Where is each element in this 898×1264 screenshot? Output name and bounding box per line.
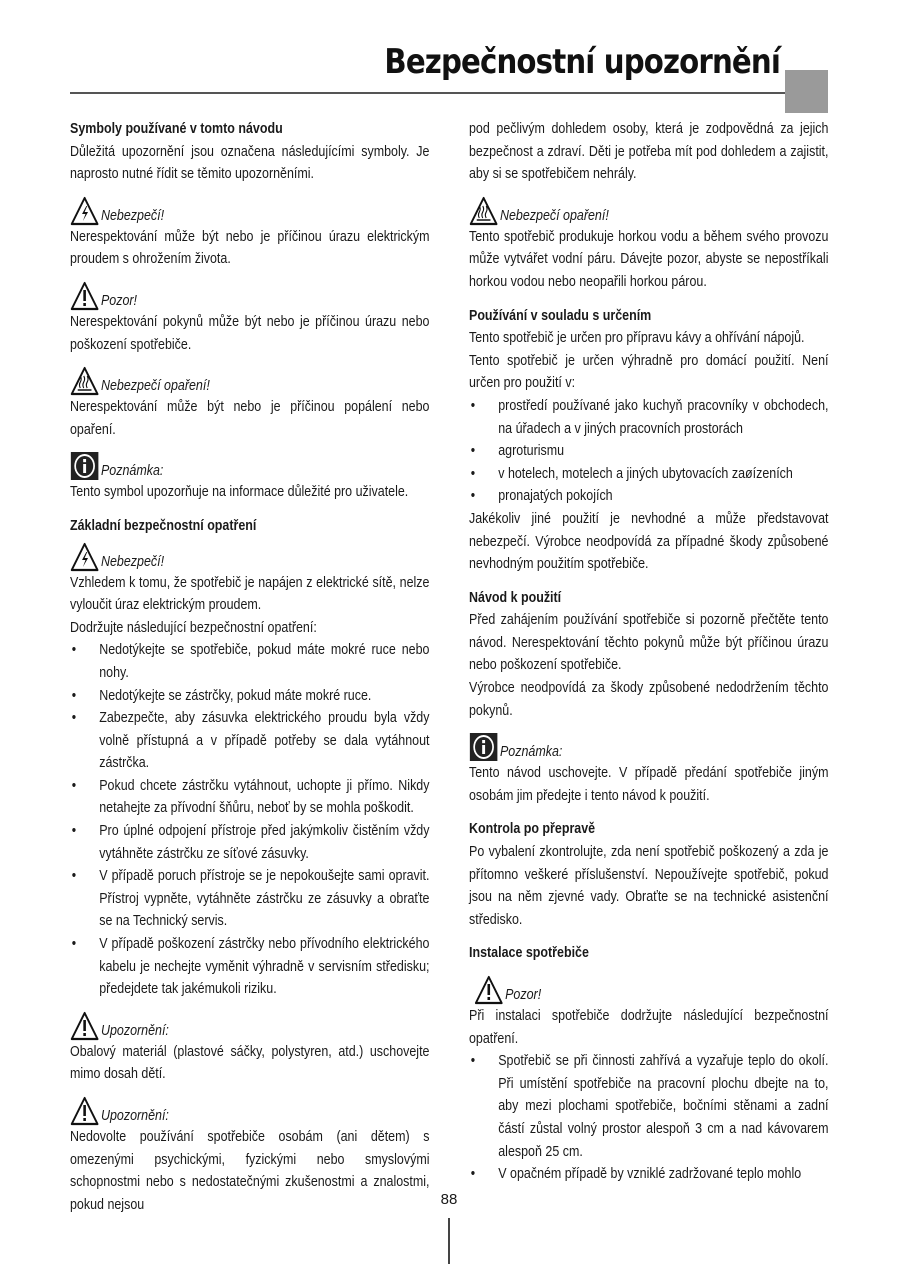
paragraph: Nedovolte používání spotřebiče osobám (ani dětem) s omezenými psychickými, fyzickými nebo smyslovými schopnostmi nebo s nedostatečnými zkušenostmi a znalostmi, pokud nejsou (70, 1129, 430, 1213)
list-item: • Pro úplné odpojení přístroje před jakýmkoliv čistěním vždy vytáhněte zástrčku ze síťové zásuvky. (71, 823, 430, 862)
paragraph: Před zahájením používání spotřebiče si pozorně přečtěte tento návod. Nerespektování těchto pokynů může být příčinou úrazu nebo poškození spotřebiče. (469, 612, 829, 674)
install-bullet-list (469, 1050, 828, 1186)
page-title: Bezpečnostní upozornění (384, 42, 780, 82)
header-rule (70, 92, 826, 94)
section-heading-intended-use: Používání v souladu s určením (469, 307, 652, 324)
list-item: • Zabezpečte, aby zásuvka elektrického proudu byla vždy volně přístupná a v případě potřeby se dala vytáhnout zástrčka. (71, 710, 430, 772)
section-heading-manual: Návod k použití (469, 589, 562, 606)
warning-icon (70, 1096, 99, 1126)
paragraph: Jakékoliv jiné použití je nevhodné a může představovat nebezpečí. Výrobce neodpovídá za případné škody způsobené nevhodným použitím spotřebiče. (469, 510, 829, 573)
symbol-caution: Pozor! (70, 279, 429, 311)
paragraph: Výrobce neodpovídá za škody způsobené nedodržením těchto pokynů. (469, 680, 829, 719)
list-item: • Nedotýkejte se spotřebiče, pokud máte mokré ruce nebo nohy. (71, 642, 430, 681)
symbol-warning: Upozornění: (70, 1094, 429, 1126)
hot-surface-icon (469, 196, 498, 226)
list-item: • pronajatých pokojích (470, 488, 613, 505)
page-number: 88 (440, 1191, 458, 1208)
paragraph: Důležitá upozornění jsou označena následujícími symboly. Je naprosto nutné řídit se těmito upozorněními. (70, 143, 430, 183)
warning-icon (70, 281, 99, 311)
paragraph: Tento spotřebič je určen pro přípravu kávy a ohřívání nápojů. (469, 330, 805, 347)
symbol-danger: Nebezpečí! (70, 194, 429, 226)
right-column (469, 118, 829, 1186)
list-item: • Pokud chcete zástrčku vytáhnout, uchopte ji přímo. Nikdy netahejte za přívodní šňůru, neboť by se mohla poškodit. (71, 777, 430, 817)
list-item: • V případě poruch přístroje se je nepokoušejte sami opravit. Přístroj vypněte, vytáhněte zástrčku ze zásuvky a obraťte se na Technický servis. (71, 868, 430, 930)
symbol-burn: Nebezpečí opaření! (70, 364, 429, 396)
electric-hazard-icon (70, 542, 99, 572)
paragraph: Při instalaci spotřebiče dodržujte následující bezpečnostní opatření. (469, 1008, 829, 1047)
list-item: • v hotelech, motelech a jiných ubytovacích zaøízeních (470, 465, 793, 482)
symbol-warning: Upozornění: (70, 1009, 429, 1041)
paragraph: Tento spotřebič produkuje horkou vodu a během svého provozu může vytvářet vodní páru. Dávejte pozor, abyste se nepostříkali horkou vodou nebo neopařili horkou párou. (469, 228, 829, 290)
symbol-note: Poznámka: (70, 449, 429, 481)
symbol-caution: Pozor! (469, 973, 828, 1005)
symbol-note: Poznámka: (469, 730, 828, 762)
section-heading-transport: Kontrola po přepravě (469, 821, 596, 838)
paragraph: pod pečlivým dohledem osoby, která je zodpovědná za jejich bezpečnost a zdraví. Děti je potřeba mít pod dohledem a zajistit, aby si se spotřebičem nehrály. (469, 121, 829, 183)
left-column (70, 118, 430, 1216)
page-divider (448, 1218, 450, 1264)
paragraph: Obalový materiál (plastové sáčky, polystyren, atd.) uschovejte mimo dosah dětí. (70, 1043, 430, 1083)
paragraph: Nerespektování pokynů může být nebo je příčinou úrazu nebo poškození spotřebiče. (70, 313, 430, 353)
symbol-burn: Nebezpečí opaření! (469, 194, 828, 226)
warning-icon (474, 975, 503, 1005)
list-item: • prostředí používané jako kuchyň pracovníky v obchodech, na úřadech a v jiných pracovních prostorách (470, 397, 829, 437)
symbol-danger: Nebezpečí! (70, 540, 429, 572)
paragraph: Nerespektování může být nebo je příčinou úrazu elektrickým proudem s ohrožením života. (70, 228, 430, 268)
safety-bullet-list (70, 639, 429, 1001)
paragraph: Tento návod uschovejte. V případě předání spotřebiče jiným osobám jim předejte i tento návod k použití. (469, 765, 829, 804)
paragraph: Nerespektování může být nebo je příčinou popálení nebo opaření. (70, 399, 430, 438)
section-tab-marker (785, 70, 828, 113)
section-heading-symbols: Symboly používané v tomto návodu (70, 121, 283, 137)
list-item: • Nedotýkejte se zástrčky, pokud máte mokré ruce. (71, 687, 372, 704)
section-heading-installation: Instalace spotřebiče (469, 945, 589, 962)
info-icon (469, 732, 498, 762)
paragraph: Dodržujte následující bezpečnostní opatření: (70, 619, 317, 636)
use-bullet-list (469, 395, 828, 508)
list-item: • Spotřebič se při činnosti zahřívá a vyzařuje teplo do okolí. Při umístění spotřebiče na pracovní plochu dbejte na to, aby mezi plochami spotřebiče, bočními stěnami a zadní částí zůstal volný prostor alespoň 3 cm a nad kávovarem alespoň 25 cm. (470, 1053, 829, 1160)
list-item: • V případě poškození zástrčky nebo přívodního elektrického kabelu je nechejte vyměnit výhradně v servisním středisku; předejdete tak jakémukoli riziku. (71, 936, 430, 998)
list-item: • agroturismu (470, 443, 565, 460)
info-icon (70, 451, 99, 481)
paragraph: Po vybalení zkontrolujte, zda není spotřebič poškozený a zda je přítomno veškeré příslušenství. Nepoužívejte spotřebič, pokud jsou na něm zjevné vady. Obraťte se na technické asistenční středisko. (469, 844, 829, 928)
section-heading-basic-safety: Základní bezpečnostní opatření (70, 517, 257, 534)
paragraph: Tento spotřebič je určen výhradně pro domácí použití. Není určen pro použití v: (469, 352, 829, 392)
paragraph: Tento symbol upozorňuje na informace důležité pro uživatele. (70, 484, 409, 501)
warning-icon (70, 1011, 99, 1041)
list-item: • V opačném případě by vzniklé zadržované teplo mohlo (470, 1166, 802, 1183)
paragraph: Vzhledem k tomu, že spotřebič je napájen z elektrické sítě, nelze vyloučit úraz elektrickým proudem. (70, 574, 430, 614)
hot-surface-icon (70, 366, 99, 396)
electric-hazard-icon (70, 196, 99, 226)
